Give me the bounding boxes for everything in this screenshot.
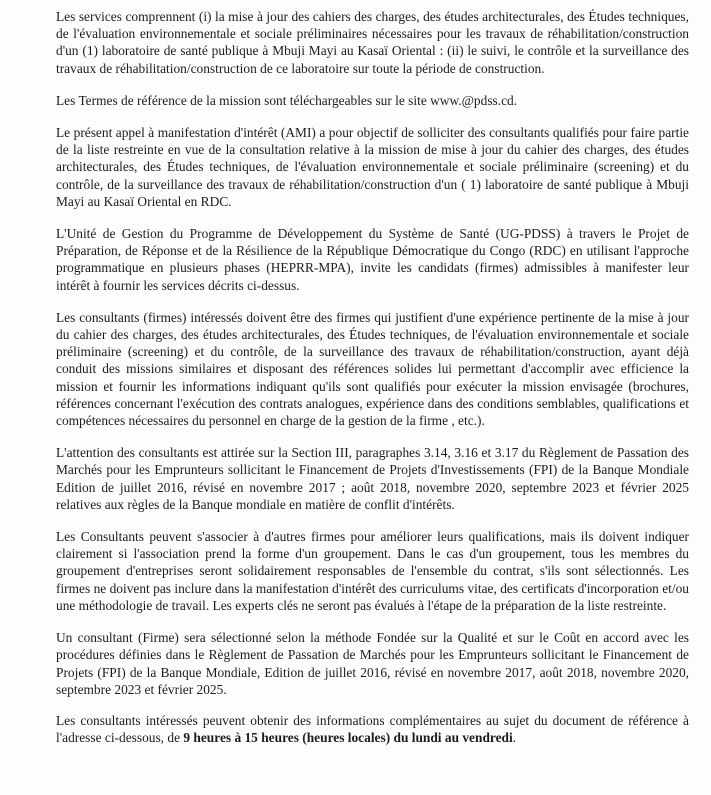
contact-hours-text: Les consultants intéressés peuvent obtenir des informations complémentaires au sujet du document de référence à l'adresse ci-dessous, de [56,712,689,746]
paragraph-conflict-of-interest: L'attention des consultants est attirée sur la Section III, paragraphes 3.14, 3.16 et 3.17 du Règlement de Passation des Marchés pour les Emprunteurs sollicitant le Financement de Projets d'Investissements (FPI) de la Banque Mondiale Edition de juillet 2016, révisé en novembre 2017 ; août 2018, novembre 2020, septembre 2023 et février 2025 relatives aux règles de la Banque mondiale en matière de conflit d'intérêts. [56,445,689,512]
contact-hours-end: . [512,730,517,746]
paragraph-services: Les services comprennent (i) la mise à jour des cahiers des charges, des études architecturales, des Études techniques, de l'évaluation environnementale et sociale préliminaires nécessaires pour les travaux de réhabilitation/construction d'un (1) laboratoire de santé publique à Mbuji Mayi au Kasaï Oriental : (ii) le suivi, le contrôle et la surveillance des travaux de réhabilitation/construction de ce laboratoire sur toute la période de construction. [56,9,689,76]
paragraph-consultant-requirements: Les consultants (firmes) intéressés doivent être des firmes qui justifient d'une expérience pertinente de la mise à jour du cahier des charges, des études architecturales, des Études techniques, de l'évaluation environnementale et sociale préliminaire (screening) et du contrôle, de la surveillance des travaux de réhabilitation/construction, ayant déjà conduit des missions similaires et disposant des références solides lui permettant d'accomplir avec efficience la mission et fournir les informations indiquant qu'ils sont qualifiés pour exécuter la mission envisagée (brochures, références concernant l'exécution des contrats analogues, expérience dans des conditions semblables, qualifications et compétences nécessaires du personnel en charge de la gestion de la firme , etc.). [56,309,689,429]
paragraph-terms-of-reference: Les Termes de référence de la mission sont téléchargeables sur le site www.@pdss.cd. [56,92,518,108]
paragraph-ug-pdss: L'Unité de Gestion du Programme de Développement du Système de Santé (UG-PDSS) à travers le Projet de Préparation, de Réponse et de la Résilience de la République Démocratique du Congo (RDC) en utilisant l'approche programmatique en plusieurs phases (HEPRR-MPA), invite les candidats (firmes) admissibles à manifester leur intérêt à fournir les services décrits ci-dessus. [56,226,689,293]
paragraph-ami-objective: Le présent appel à manifestation d'intérêt (AMI) a pour objectif de solliciter des consultants qualifiés pour faire partie de la liste restreinte en vue de la consultation relative à la mission de mise à jour du cahier des charges, des études architecturales, des Études techniques, de l'évaluation environnementale et sociale préliminaire (screening) et du contrôle, de la surveillance des travaux de réhabilitation/construction d'un ( 1) laboratoire de santé publique à Mbuji Mayi au Kasaï Oriental en RDC. [56,125,689,209]
paragraph-selection-method: Un consultant (Firme) sera sélectionné selon la méthode Fondée sur la Qualité et sur le Coût en accord avec les procédures définies dans le Règlement de Passation de Marchés pour les Emprunteurs sollicitant le Financement de Projets (FPI) de la Banque Mondiale, Edition de juillet 2016, révisé en novembre 2017, août 2018, novembre 2020, septembre 2023 et février 2025. [56,630,689,697]
paragraph-association: Les Consultants peuvent s'associer à d'autres firmes pour améliorer leurs qualifications, mais ils doivent indiquer clairement si l'association prend la forme d'un groupement. Dans le cas d'un groupement, tous les membres du groupement d'entreprises seront solidairement responsables de l'ensemble du contrat, s'ils sont sélectionnés. Les firmes ne doivent pas inclure dans la manifestation d'intérêt des curriculums vitae, des certificats d'incorporation et/ou une méthodologie de travail. Les experts clés ne seront pas évalués à l'étape de la préparation de la liste restreinte. [56,529,689,613]
contact-hours-bold: 9 heures à 15 heures (heures locales) du lundi au vendredi [183,730,513,746]
paragraph-contact-hours [56,712,689,746]
